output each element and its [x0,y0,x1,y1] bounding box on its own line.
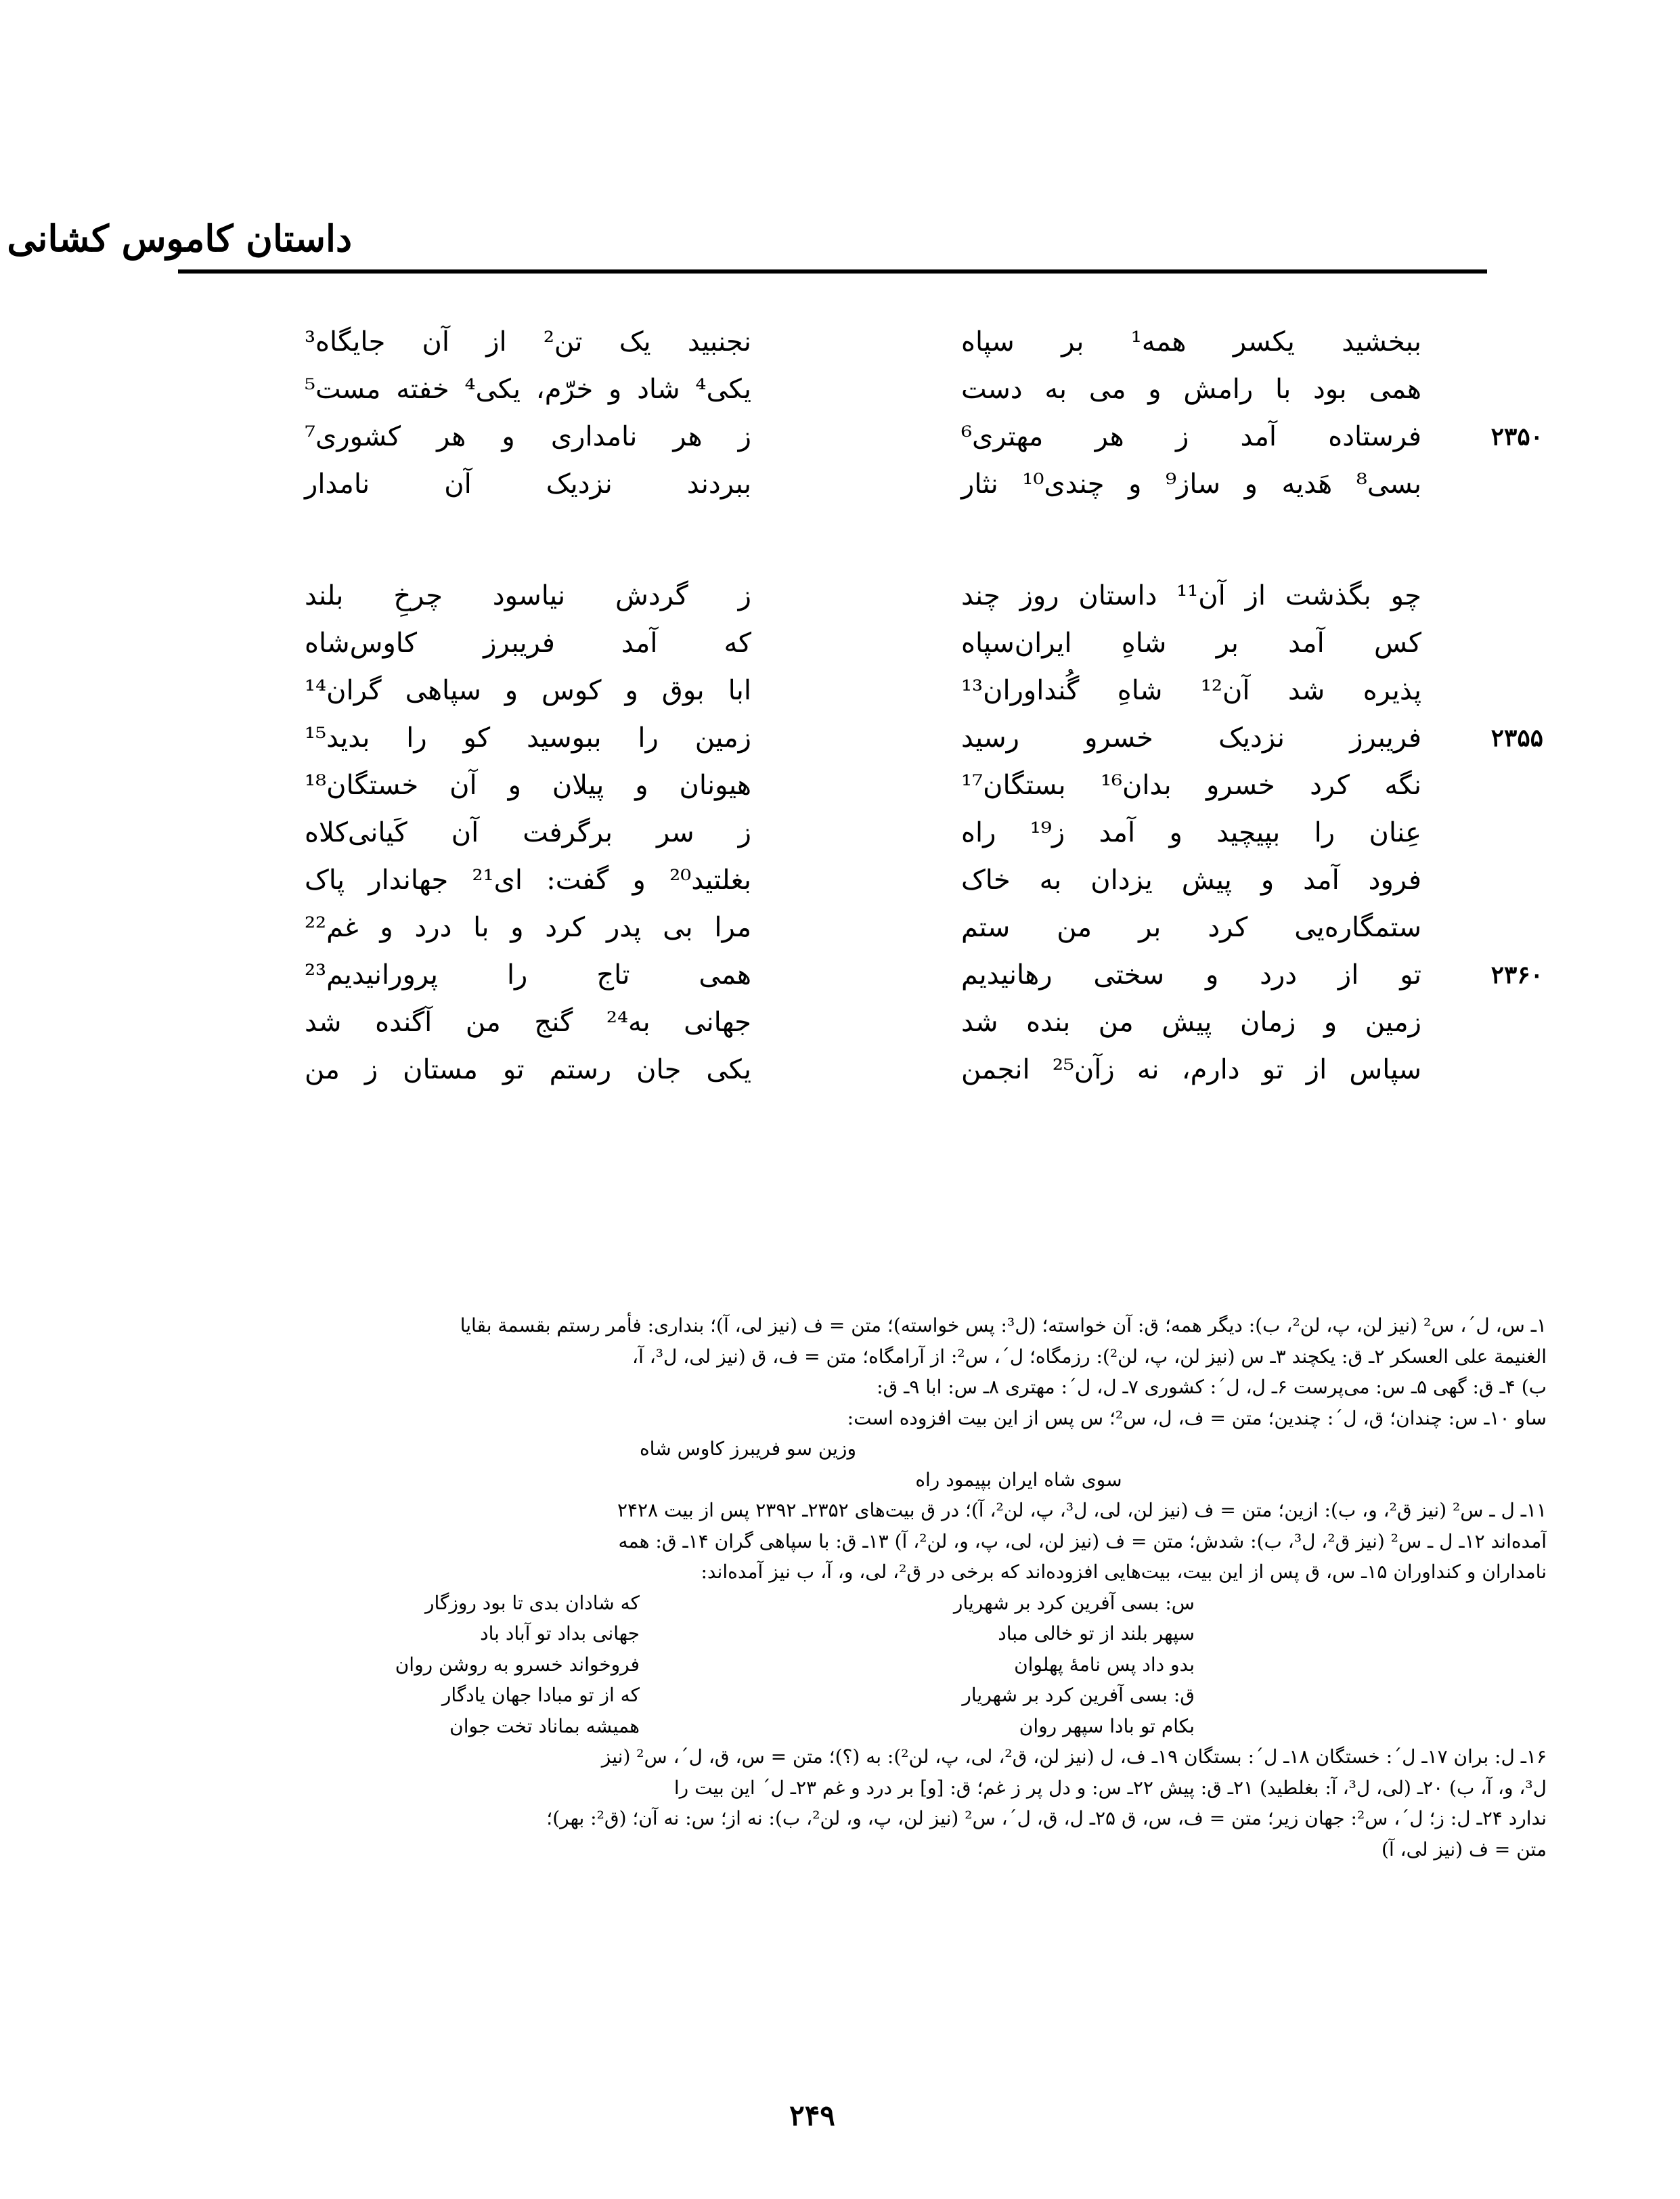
verse-couplet [271,999,1421,1046]
footnote-line: ۱۶ـ ل: بران ۱۷ـ لˊ: خستگان ۱۸ـ لˊ: بستگان ۱۹ـ ف، ل (نیز لن، ق²، لی، پ، لن²): به (؟)؛ متن = س، ق، لˊ، س² (نیز [601,1745,1547,1768]
verse-couplet [271,762,1421,809]
hemistich-second: مرا بی پدر کرد و با درد و غم²² [305,912,751,943]
footnote-line: الغنیمة علی العسکر ۲ـ ق: یکچند ۳ـ س (نیز لن، پ، لن²): رزمگاه؛ لˊ، س²: از آرامگاه؛ متن = ف، ق (نیز لی، ل³، آ، [632,1345,1547,1368]
verse-couplet [271,366,1421,413]
added-verse [152,1588,1547,1619]
hemistich-first: فریبرز نزدیک خسرو رسید [961,722,1421,754]
poem-verses [271,318,1543,1093]
added-hemistich-second: که از تو مبادا جهان یادگار [441,1684,640,1706]
added-hemistich-first: ق: بسی آفرین کرد بر شهریار [962,1684,1195,1706]
hemistich-second: جهانی به²⁴ گنج من آگنده شد [305,1007,752,1038]
added-verse-second-half: سوی شاه ایران بپیمود راه [915,1468,1122,1491]
added-verse [152,1680,1547,1711]
verse-couplet [271,856,1421,904]
footnote-line: نامداران و کنداوران ۱۵ـ س، ق پس از این بیت، بیت‌هایی افزوده‌اند که برخی در ق²، لی، و، آ، ب نیز آمده‌اند: [701,1561,1547,1583]
hemistich-first: عِنان را بپیچید و آمد ز¹⁹ راه [961,817,1421,848]
footnote-line: ل³، و، آ، ب) ۲۰ـ (لی، ل³، آ: بغلطید) ۲۱ـ ق: پیش ۲۲ـ س: و دل پر ز غم؛ ق: [و] بر درد و غم ۲۳ـ لˊ این بیت را [673,1776,1547,1799]
added-verse-first-half: وزین سو فریبرز کاوس شاه [640,1437,856,1460]
hemistich-second: ز گردش نیاسود چرخِ بلند [305,580,751,611]
hemistich-second: که آمد فریبرز کاوس‌شاه [305,628,751,659]
verse-couplet [271,318,1421,366]
added-hemistich-second: که شادان بدی تا بود روزگار [424,1591,640,1614]
hemistich-second: ببردند نزدیک آن نامدار [305,469,751,500]
added-hemistich-second: جهانی بداد تو آباد باد [480,1622,640,1645]
page-number: ۲۴۹ [789,2099,835,2132]
hemistich-first: تو از درد و سختی رهانیدیم [961,959,1421,990]
hemistich-first: چو بگذشت از آن¹¹ داستان روز چند [961,580,1422,611]
footnote-line: آمده‌اند ۱۲ـ ل ـ س² (نیز ق²، ل³، ب): شدش؛ متن = ف (نیز لن، لی، پ، و، لن²، آ) ۱۳ـ ق: با سپاهی گران ۱۴ـ ق: همه [618,1529,1547,1552]
hemistich-first: زمین و زمان پیش من بنده شد [961,1007,1421,1038]
added-verse [152,1618,1547,1649]
hemistich-first: فرستاده آمد ز هر مهتری⁶ [961,421,1421,452]
hemistich-first: فرود آمد و پیش یزدان به خاک [961,865,1421,896]
hemistich-first: سپاس از تو دارم، نه زآن²⁵ انجمن [961,1054,1422,1085]
verse-couplet [271,413,1543,460]
verse-number: ۲۳۵۰ [1490,422,1543,451]
verse-couplet [271,619,1421,667]
verse-couplet [271,460,1421,508]
hemistich-second: همی تاج را پرورانیدیم²³ [305,959,751,990]
added-hemistich-first: بکام تو بادا سپهر روان [1019,1714,1195,1737]
hemistich-second: هیونان و پیلان و آن خستگان¹⁸ [305,770,751,801]
verse-couplet [271,572,1421,619]
hemistich-first: پذیره شد آن¹² شاهِ گُنداوران¹³ [961,675,1421,706]
added-hemistich-second: همیشه بماناد تخت جوان [449,1714,640,1737]
hemistich-second: ز هر نامداری و هر کشوری⁷ [305,421,751,452]
hemistich-second: بغلتید²⁰ و گفت: ای²¹ جهاندار پاک [305,865,751,896]
hemistich-second: ز سر برگرفت آن کَیانی‌کلاه [305,817,751,848]
footnote-line: ندارد ۲۴ـ ل: ز؛ لˊ، س²: جهان زیر؛ متن = ف، س، ق ۲۵ـ ل، ق، لˊ، س² (نیز لن، پ، و، لن²، ب): نه از؛ س: نه آن؛ (ق²: بهر)؛ [546,1807,1547,1829]
verse-number: ۲۳۵۵ [1490,724,1543,752]
added-verse [152,1649,1547,1680]
footnote-line: ۱۱ـ ل ـ س² (نیز ق²، و، ب): ازین؛ متن = ف (نیز لن، لی، ل³، پ، لن²، آ)؛ در ق بیت‌های ۲۳۵۲ـ ۲۳۹۲ پس از بیت ۲۴۲۸ [617,1499,1547,1521]
verse-number: ۲۳۶۰ [1490,961,1543,989]
verse-couplet [271,667,1421,714]
hemistich-second: نجنبید یک تن² از آن جایگاه³ [305,326,752,357]
footnote-line: ب) ۴ـ ق: گهی ۵ـ س: می‌پرست ۶ـ ل، لˊ: کشوری ۷ـ ل، لˊ: مهتری ۸ـ س: ابا ۹ـ ق: [877,1376,1547,1398]
hemistich-first: همی بود با رامش و می به دست [961,374,1421,405]
footnotes [152,1310,1547,1865]
verse-couplet [271,809,1421,856]
verse-couplet [271,904,1421,951]
verse-couplet [271,714,1543,762]
added-hemistich-second: فروخواند خسرو به روشن روان [395,1653,640,1676]
stanza-gap [271,508,1421,572]
page-header-title: داستان کاموس کشانی [7,217,352,260]
added-hemistich-first: بدو داد پس نامهٔ پهلوان [1014,1653,1195,1676]
footnote-line: متن = ف (نیز لی، آ) [1381,1837,1547,1860]
hemistich-second: ابا بوق و کوس و سپاهی گران¹⁴ [305,675,751,706]
header-divider [178,269,1487,274]
footnote-line: ۱ـ س، لˊ، س² (نیز لن، پ، لن²، ب): دیگر همه؛ ق: آن خواسته؛ (ل³: پس خواسته)؛ متن = ف (نیز لی، آ)؛ بنداری: فأمر رستم بقسمة بقایا [460,1314,1547,1336]
hemistich-second: یکی⁴ شاد و خرّم، یکی⁴ خفته مست⁵ [305,374,751,405]
added-verse [152,1711,1547,1742]
added-hemistich-first: سپهر بلند از تو خالی مباد [998,1622,1195,1645]
hemistich-first: نگه کرد خسرو بدان¹⁶ بستگان¹⁷ [961,770,1421,801]
hemistich-first: ببخشید یکسر همه¹ بر سپاه [961,326,1421,357]
verse-couplet [271,951,1543,999]
footnote-line: ساو ۱۰ـ س: چندان؛ ق، لˊ: چندین؛ متن = ف، ل، س²؛ س پس از این بیت افزوده است: [847,1406,1547,1429]
hemistich-first: کس آمد بر شاهِ ایران‌سپاه [961,628,1421,659]
hemistich-second: یکی جان رستم تو مستان ز من [305,1054,751,1085]
added-hemistich-first: س: بسی آفرین کرد بر شهریار [953,1591,1195,1614]
hemistich-first: بسی⁸ هَدیه و ساز⁹ و چندی¹⁰ نثار [961,469,1421,500]
verse-couplet [271,1046,1421,1093]
hemistich-first: ستمگاره‌یی کرد بر من ستم [961,912,1421,943]
hemistich-second: زمین را ببوسید کو را بدید¹⁵ [305,722,751,754]
